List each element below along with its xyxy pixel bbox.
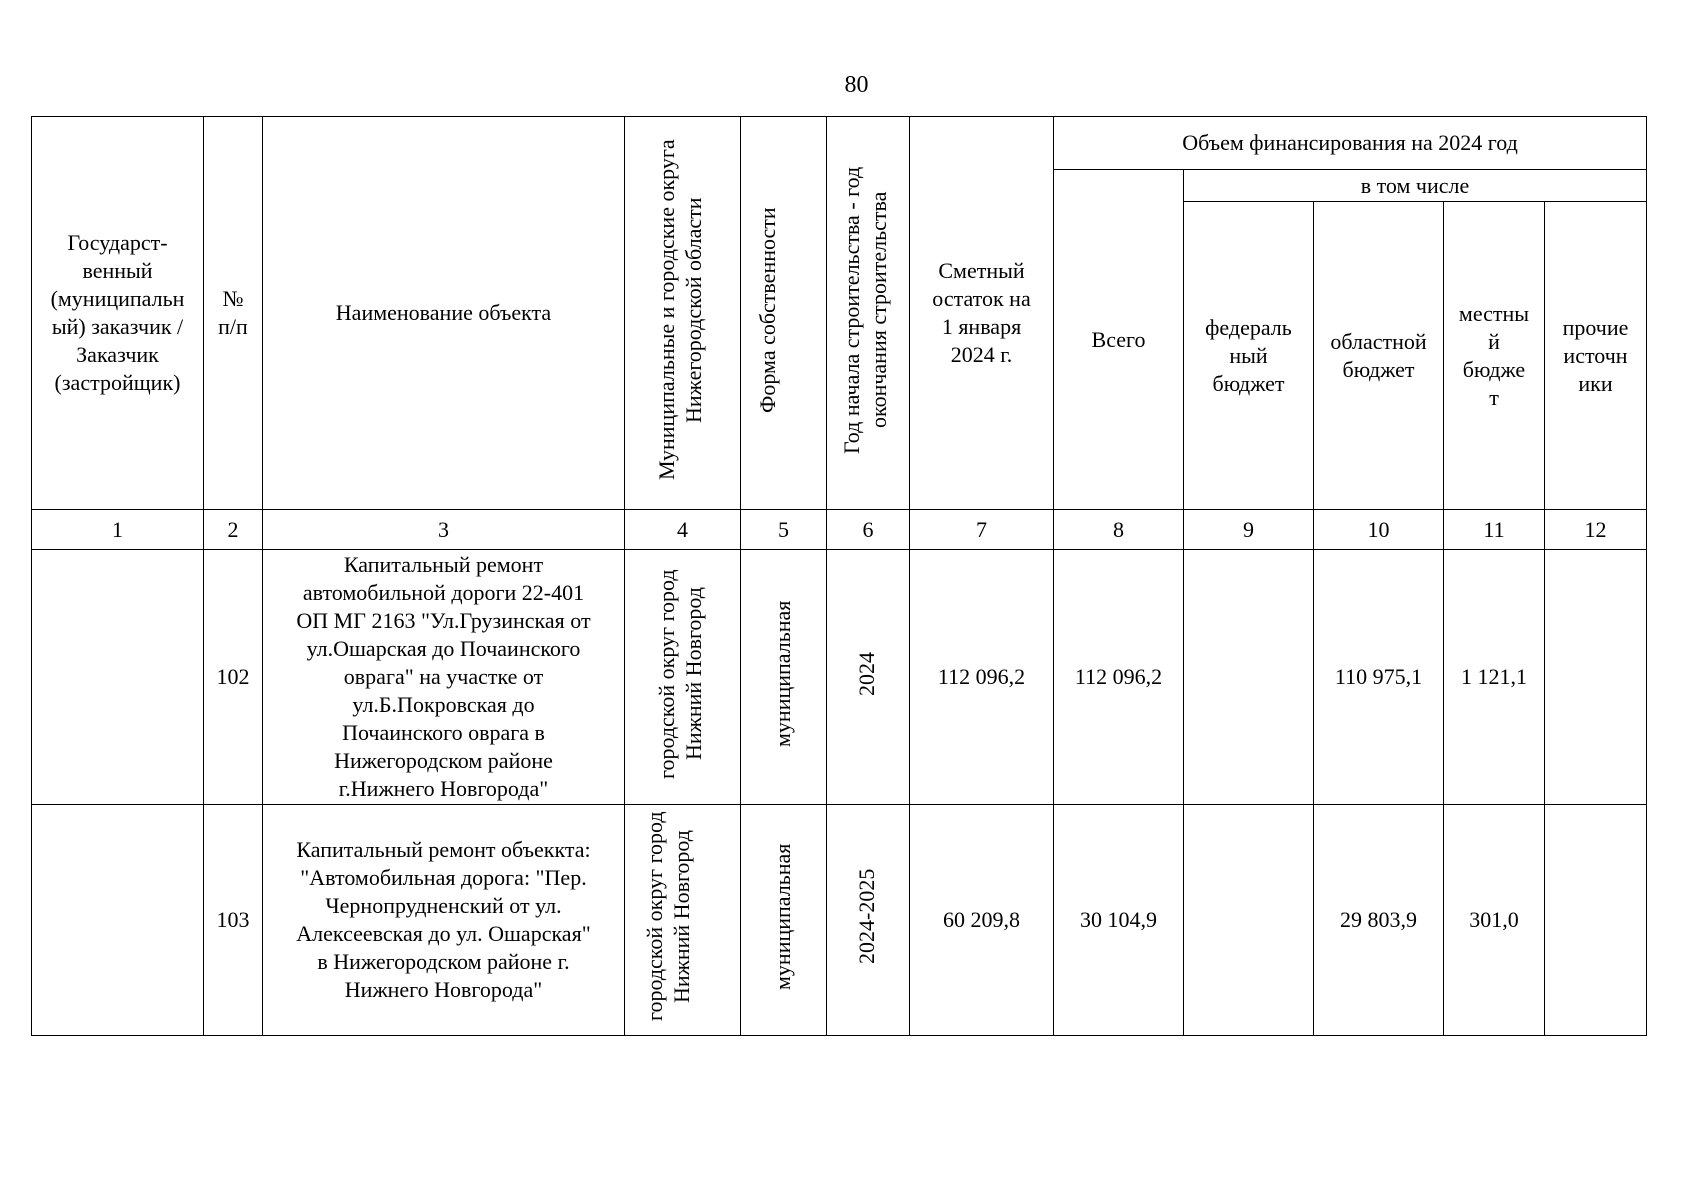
local-cell: 1 121,1 xyxy=(1444,550,1545,805)
customer-cell xyxy=(32,805,204,1036)
page-number: 80 xyxy=(844,72,869,98)
row-number-cell: 103 xyxy=(204,805,263,1036)
row-number-cell: 102 xyxy=(204,550,263,805)
header-regional: областной бюджет xyxy=(1314,202,1444,510)
column-number: 3 xyxy=(263,510,625,550)
federal-cell xyxy=(1184,550,1314,805)
header-years-text: Год начала строительства - год окончания строительства xyxy=(839,165,891,454)
header-remainder: Сметный остаток на 1 января 2024 г. xyxy=(910,117,1054,510)
municipality-text: городской округ город Нижний Новгород xyxy=(653,568,706,779)
header-municipality xyxy=(625,117,741,510)
column-number: 2 xyxy=(204,510,263,550)
header-including: в том числе xyxy=(1184,170,1647,202)
header-ownership xyxy=(741,117,827,510)
ownership-text: муниципальная xyxy=(769,843,795,990)
municipality-cell xyxy=(625,805,741,1036)
column-number: 8 xyxy=(1054,510,1184,550)
column-number-row xyxy=(32,510,1647,550)
header-other: прочие источн ики xyxy=(1545,202,1647,510)
header-row-1 xyxy=(32,117,1647,170)
column-number: 11 xyxy=(1444,510,1545,550)
object-name-cell: Капитальный ремонт объеккта: "Автомобильная дорога: "Пер. Чернопрудненский от ул. Алексеевская до ул. Ошарская" в Нижегородском районе г. Нижнего Новгорода" xyxy=(263,805,625,1036)
years-text: 2024-2025 xyxy=(854,868,879,965)
table-row xyxy=(32,805,1647,1036)
column-number: 6 xyxy=(827,510,910,550)
other-cell xyxy=(1545,805,1647,1036)
local-cell: 301,0 xyxy=(1444,805,1545,1036)
years-cell xyxy=(827,805,910,1036)
remainder-cell: 60 209,8 xyxy=(910,805,1054,1036)
years-cell xyxy=(827,550,910,805)
header-total: Всего xyxy=(1054,170,1184,510)
column-number: 10 xyxy=(1314,510,1444,550)
regional-cell: 29 803,9 xyxy=(1314,805,1444,1036)
total-cell: 112 096,2 xyxy=(1054,550,1184,805)
ownership-text: муниципальная xyxy=(769,600,795,747)
header-municipality-text: Муниципальные и городские округа Нижегородской области xyxy=(653,139,706,480)
column-number: 7 xyxy=(910,510,1054,550)
years-text: 2024 xyxy=(854,651,879,696)
municipality-cell xyxy=(625,550,741,805)
total-cell: 30 104,9 xyxy=(1054,805,1184,1036)
object-name-cell: Капитальный ремонт автомобильной дороги 22-401 ОП МГ 2163 "Ул.Грузинская от ул.Ошарская до Почаинского оврага" на участке от ул.Б.Покровская до Почаинского оврага в Нижегородском районе г.Нижнего Новгорода" xyxy=(263,550,625,805)
federal-cell xyxy=(1184,805,1314,1036)
municipality-text: городской округ город Нижний Новгород xyxy=(641,811,694,1022)
column-number: 5 xyxy=(741,510,827,550)
header-federal: федераль ный бюджет xyxy=(1184,202,1314,510)
ownership-cell xyxy=(741,550,827,805)
column-number: 9 xyxy=(1184,510,1314,550)
header-number: № п/п xyxy=(204,117,263,510)
regional-cell: 110 975,1 xyxy=(1314,550,1444,805)
header-funding-group: Объем финансирования на 2024 год xyxy=(1054,117,1647,170)
customer-cell xyxy=(32,550,204,805)
header-customer: Государст- венный (муниципальн ый) заказчик / Заказчик (застройщик) xyxy=(32,117,204,510)
other-cell xyxy=(1545,550,1647,805)
ownership-cell xyxy=(741,805,827,1036)
header-local: местны й бюдже т xyxy=(1444,202,1545,510)
header-ownership-text: Форма собственности xyxy=(754,206,780,413)
column-number: 12 xyxy=(1545,510,1647,550)
header-object-name: Наименование объекта xyxy=(263,117,625,510)
table-row xyxy=(32,550,1647,805)
remainder-cell: 112 096,2 xyxy=(910,550,1054,805)
financing-table xyxy=(31,116,1647,1036)
column-number: 4 xyxy=(625,510,741,550)
header-years xyxy=(827,117,910,510)
column-number: 1 xyxy=(32,510,204,550)
